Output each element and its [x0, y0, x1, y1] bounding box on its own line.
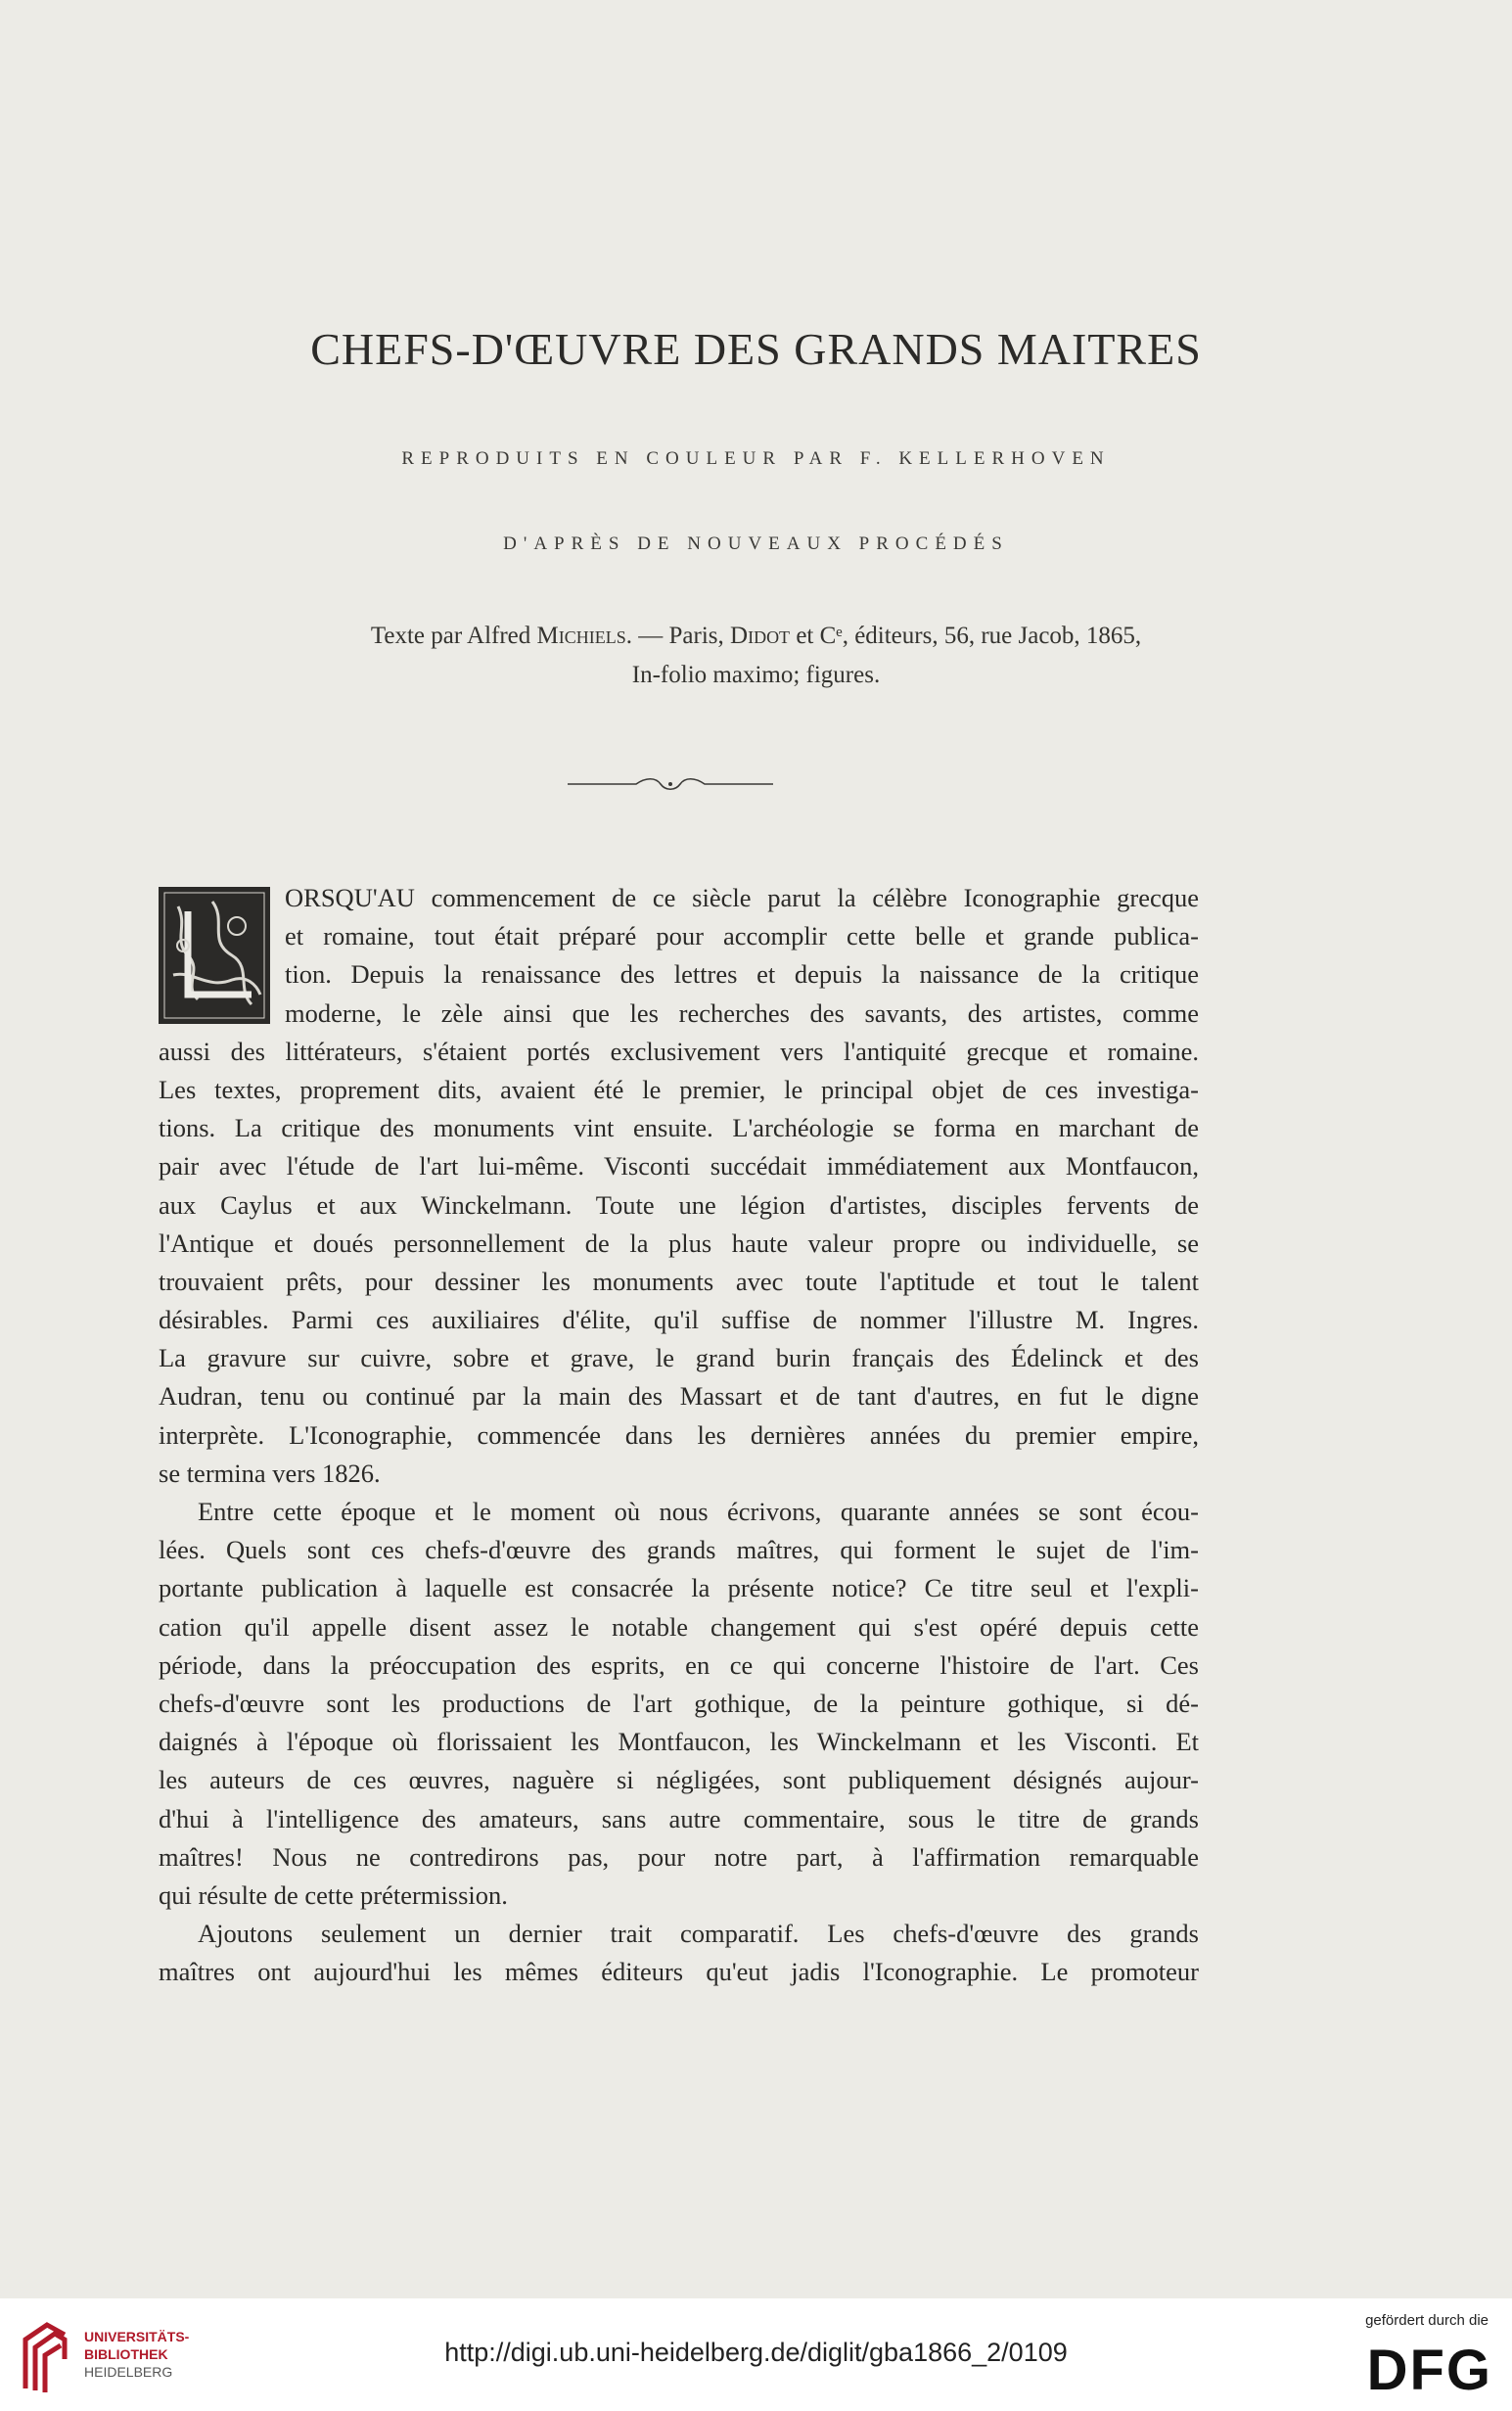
text-line: tion. Depuis la renaissance des lettres et depuis la naissance de la critique	[285, 959, 1199, 990]
text-line: La gravure sur cuivre, sobre et grave, le grand burin français des Édelinck et des	[159, 1343, 1199, 1373]
text-line: Audran, tenu ou continué par la main des Massart et de tant d'autres, en fut le digne	[159, 1381, 1199, 1412]
article-body	[159, 879, 1199, 1991]
text-line: les auteurs de ces œuvres, naguère si négligées, sont publiquement désignés aujour-	[159, 1765, 1199, 1795]
text-line: pair avec l'étude de l'art lui-même. Visconti succédait immédiatement aux Montfaucon,	[159, 1151, 1199, 1182]
library-line-2: BIBLIOTHEK	[84, 2346, 168, 2362]
text-line: et romaine, tout était préparé pour accomplir cette belle et grande publica-	[285, 921, 1199, 951]
biblio-author: Michiels	[536, 623, 626, 649]
subtitle-procedes: D'APRÈS DE NOUVEAUX PROCÉDÉS	[503, 533, 1009, 554]
permalink-url[interactable]: http://digi.ub.uni-heidelberg.de/diglit/gba1866_2/0109	[444, 2338, 1068, 2367]
text-line: aussi des littérateurs, s'étaient portés exclusivement vers l'antiquité grecque et romaine.	[159, 1036, 1199, 1066]
text-line: cation qu'il appelle disent assez le notable changement qui s'est opéré depuis cette	[159, 1611, 1199, 1642]
sponsor-label: gefördert durch die	[1365, 2312, 1489, 2329]
text-line: aux Caylus et aux Winckelmann. Toute une légion d'artistes, disciples fervents de	[159, 1189, 1199, 1220]
text-line: se termina vers 1826.	[159, 1458, 381, 1488]
dfg-logo-icon[interactable]: DFG	[1366, 2339, 1492, 2402]
text-line: Les textes, proprement dits, avaient été le premier, le principal objet de ces investiga-	[159, 1074, 1199, 1104]
text-line: qui résulte de cette prétermission.	[159, 1879, 508, 1910]
text-line: désirables. Parmi ces auxiliaires d'élite, qu'il suffise de nommer l'illustre M. Ingres.	[159, 1305, 1199, 1335]
text-line: ORSQU'AU commencement de ce siècle parut la célèbre Iconographie grecque	[285, 883, 1199, 912]
bibliographic-line-2: In-folio maximo; figures.	[631, 662, 881, 688]
text-line: daignés à l'époque où florissaient les Montfaucon, les Winckelmann et les Visconti. Et	[159, 1727, 1199, 1757]
decorative-flourish-icon	[568, 775, 773, 793]
text-line: interprète. L'Iconographie, commencée dans les dernières années du premier empire,	[159, 1419, 1199, 1450]
bibliographic-note	[0, 617, 1512, 695]
text-line: chefs-d'œuvre sont les productions de l'art gothique, de la peinture gothique, si dé-	[159, 1688, 1199, 1718]
text-line: moderne, le zèle ainsi que les recherches des savants, des artistes, comme	[285, 997, 1199, 1028]
biblio-mid: . — Paris,	[625, 623, 731, 649]
text-line: période, dans la préoccupation des esprits, en ce qui concerne l'histoire de l'art. Ces	[159, 1649, 1199, 1680]
library-line-1: UNIVERSITÄTS-	[84, 2329, 190, 2344]
text-line: lées. Quels sont ces chefs-d'œuvre des grands maîtres, qui forment le sujet de l'im-	[159, 1535, 1199, 1565]
text-line: portante publication à laquelle est consacrée la présente notice? Ce titre seul et l'expli-	[159, 1573, 1199, 1603]
digitization-footer	[0, 2298, 1512, 2411]
text-line: trouvaient prêts, pour dessiner les monuments avec toute l'aptitude et tout le talent	[159, 1266, 1199, 1296]
text-line: maîtres! Nous ne contredirons pas, pour notre part, à l'affirmation remarquable	[159, 1841, 1199, 1872]
biblio-publisher: Didot	[730, 623, 791, 649]
page-title: CHEFS-D'ŒUVRE DES GRANDS MAITRES	[310, 324, 1202, 374]
biblio-post: et Cᵉ, éditeurs, 56, rue Jacob, 1865,	[790, 623, 1142, 649]
text-line: d'hui à l'intelligence des amateurs, sans autre commentaire, sous le titre de grands	[159, 1803, 1199, 1833]
biblio-pre: Texte par Alfred	[370, 623, 537, 649]
library-line-3: HEIDELBERG	[84, 2364, 173, 2380]
text-line: maîtres ont aujourd'hui les mêmes éditeurs qu'eut jadis l'Iconographie. Le promoteur	[159, 1957, 1199, 1987]
text-line: Entre cette époque et le moment où nous écrivons, quarante années se sont écou-	[198, 1497, 1199, 1526]
subtitle-reproduits: REPRODUITS EN COULEUR PAR F. KELLERHOVEN	[401, 448, 1111, 469]
bibliographic-line-1	[0, 617, 1512, 656]
text-line: l'Antique et doués personnellement de la plus haute valeur propre ou individuelle, se	[159, 1228, 1199, 1258]
text-line: tions. La critique des monuments vint ensuite. L'archéologie se forma en marchant de	[159, 1113, 1199, 1143]
text-line: Ajoutons seulement un dernier trait comparatif. Les chefs-d'œuvre des grands	[198, 1919, 1199, 1949]
